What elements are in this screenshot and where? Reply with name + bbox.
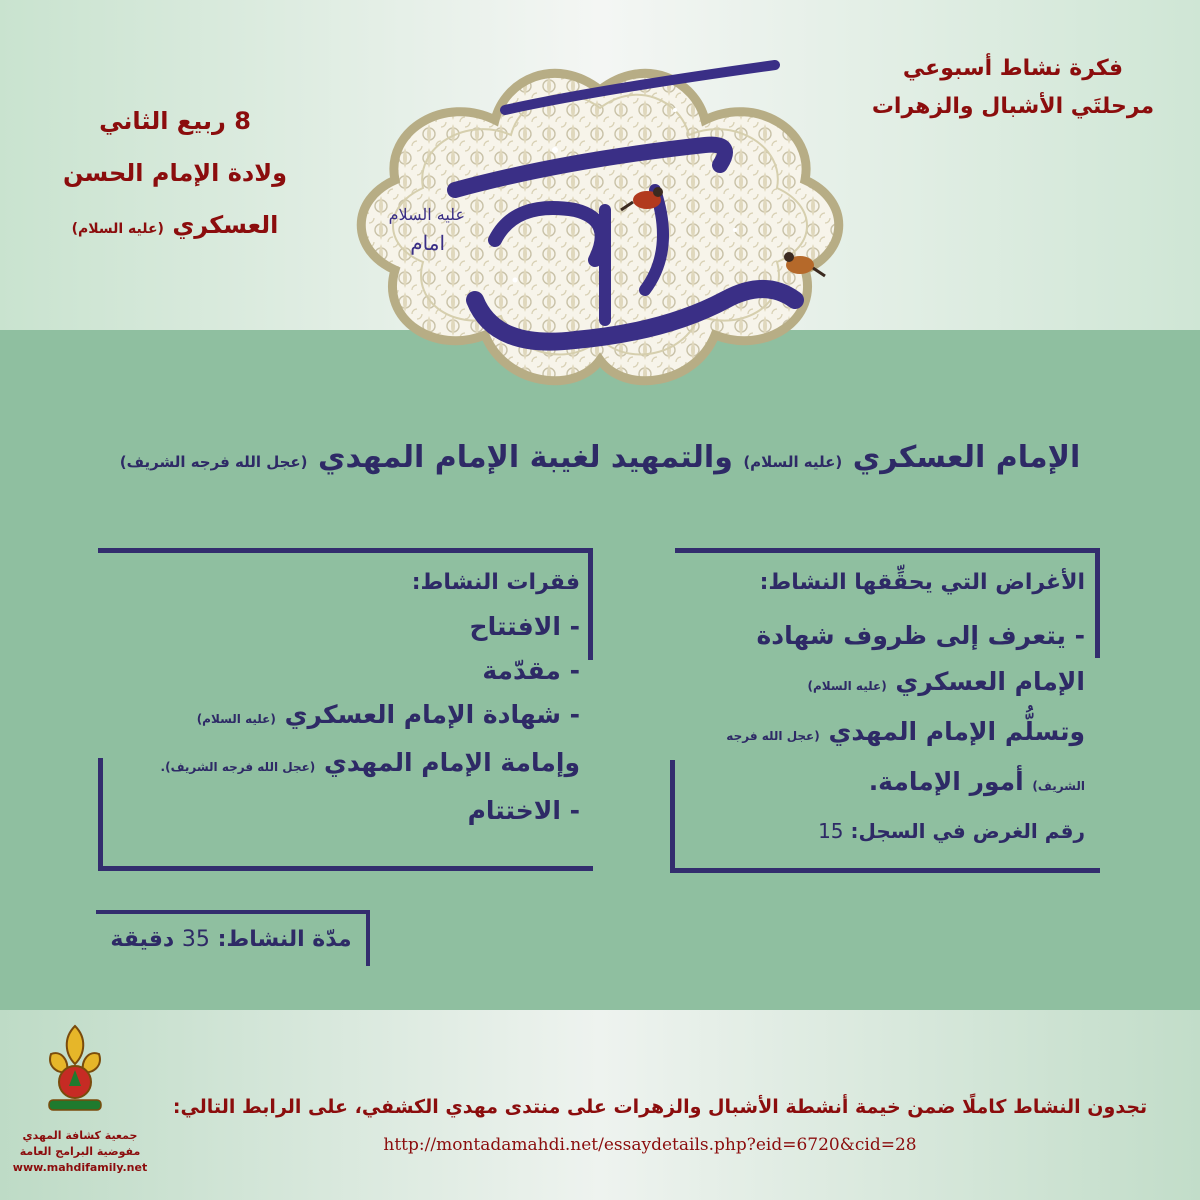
objectives-line3: وتسلُّم الإمام المهدي (عجل الله فرجه [726, 717, 1085, 746]
sections-heading: فقرات النشاط: [411, 570, 580, 595]
activity-header [848, 50, 1178, 126]
org-name: جمعية كشافة المهدي [22, 1129, 138, 1142]
footer-notice: تجدون النشاط كاملًا ضمن خيمة أنشطة الأشبال والزهرات على منتدى مهدي الكشفي، على الرابط التالي: [172, 1096, 1148, 1118]
occasion-line1: ولادة الإمام الحسن [62, 159, 288, 187]
occasion-salutation: (عليه السلام) [71, 221, 164, 237]
footer-link[interactable]: http://montadamahdi.net/essaydetails.php?eid=6720&cid=28 [383, 1135, 917, 1155]
sections-panel [120, 570, 580, 833]
objectives-line2: الإمام العسكري (عليه السلام) [807, 667, 1085, 696]
org-info [10, 1128, 150, 1176]
sections-frame-bottom [98, 866, 593, 871]
section-item-3: - شهادة الإمام العسكري (عليه السلام) [196, 700, 580, 729]
objectives-line4: الشريف) أمور الإمامة. [868, 767, 1085, 796]
duration-box: مدّة النشاط: 35 دقيقة [96, 910, 370, 966]
scout-logo-icon [35, 1020, 115, 1120]
org-commission: مفوضية البرامج العامة [19, 1145, 141, 1158]
emblem-salutation-text: عليه السلام [388, 205, 465, 224]
section-item-4: وإمامة الإمام المهدي (عجل الله فرجه الشريف). [160, 748, 580, 777]
sections-frame-top [98, 548, 593, 553]
objectives-heading: الأغراض التي يحقِّقها النشاط: [759, 570, 1085, 595]
section-item-2: - مقدّمة [482, 656, 580, 685]
occasion-date: 8 ربيع الثاني [99, 107, 251, 135]
calligraphy-emblem [345, 50, 855, 400]
emblem-imam-text: امام [410, 231, 445, 255]
section-item-5: - الاختتام [467, 796, 580, 825]
objective-record: رقم الغرض في السجل: 15 [818, 819, 1085, 843]
occasion-line2: العسكري (عليه السلام) [71, 211, 279, 239]
weekly-idea-label: فكرة نشاط أسبوعي [902, 56, 1124, 81]
objectives-panel [675, 570, 1085, 853]
org-website[interactable]: www.mahdifamily.net [12, 1161, 148, 1174]
sections-frame-left [98, 758, 103, 868]
main-title: الإمام العسكري (عليه السلام) والتمهيد لغيبة الإمام المهدي (عجل الله فرجه الشريف) [119, 440, 1081, 475]
objectives-frame-bottom [670, 868, 1100, 873]
section-item-1: - الافتتاح [469, 612, 580, 641]
sections-frame-right [588, 548, 593, 660]
objectives-frame-edge [1095, 548, 1100, 658]
objectives-line1: - يتعرف إلى ظروف شهادة [756, 621, 1085, 650]
objectives-frame [675, 548, 1100, 558]
stages-label: مرحلتَي الأشبال والزهرات [871, 94, 1155, 119]
occasion-block [55, 95, 295, 255]
